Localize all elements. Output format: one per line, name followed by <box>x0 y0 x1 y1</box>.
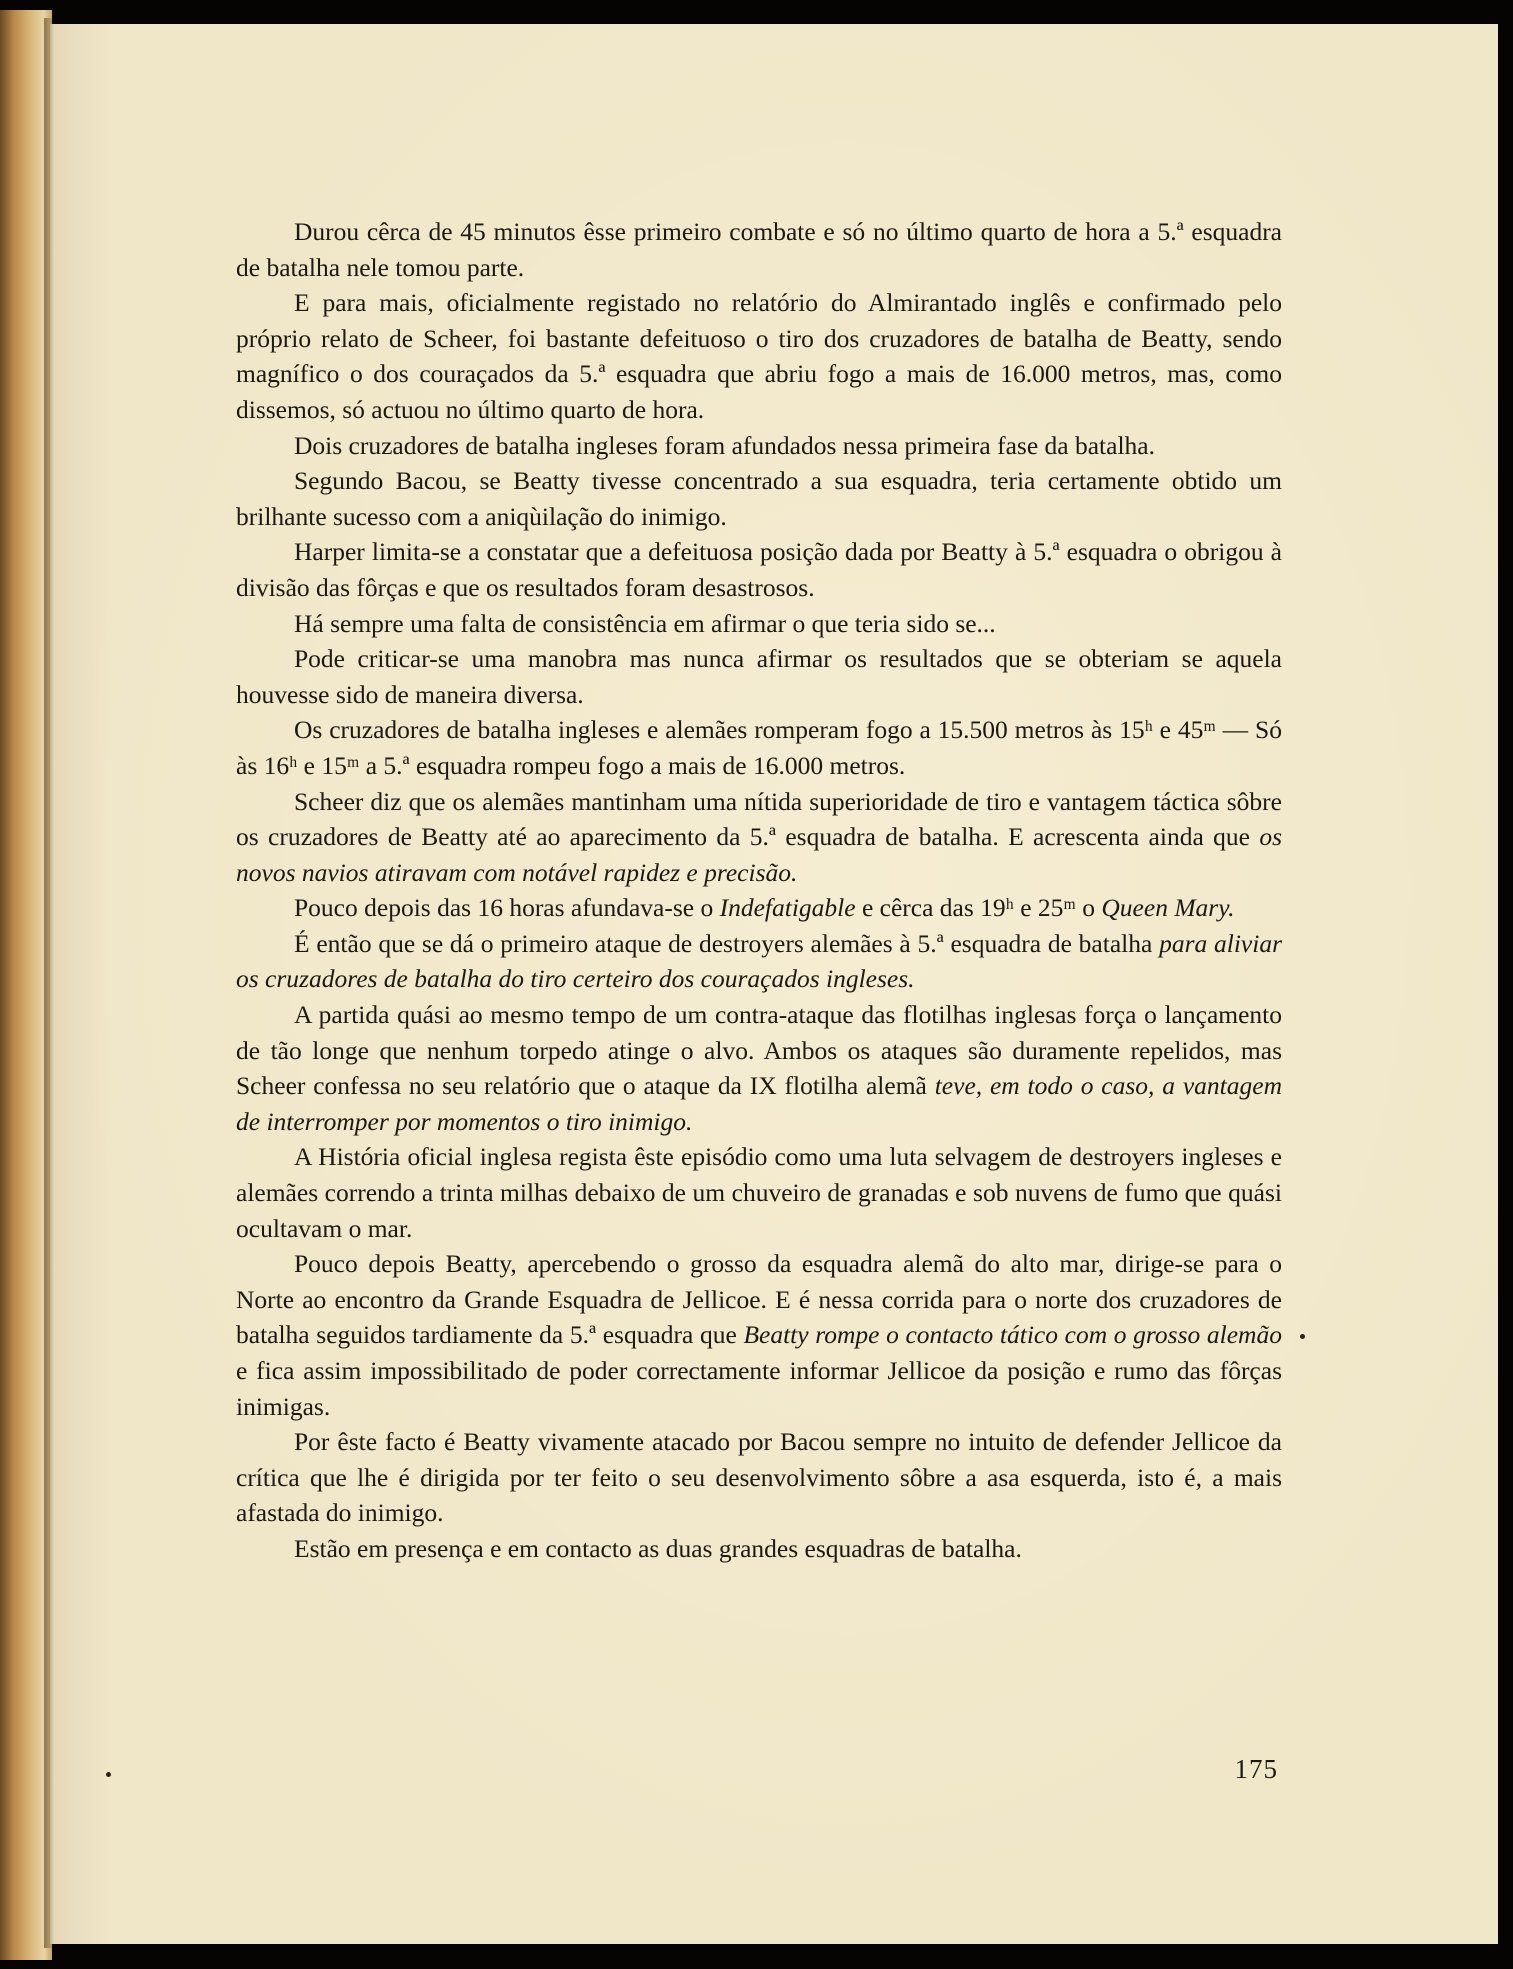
text-run: e cêrca das 19ʰ e 25ᵐ o <box>855 893 1102 923</box>
paragraph <box>236 1424 1282 1531</box>
paragraph <box>236 214 1282 285</box>
italic-text-run: Indefatigable <box>719 893 856 923</box>
text-run: A História oficial inglesa regista êste episódio como uma luta selvagem de destroyers ingleses e alemães correndo a trinta milhas debaixo de um chuveiro de granadas e sob nuvens de fumo que quási ocultavam o mar. <box>236 1142 1282 1243</box>
text-run: Segundo Bacou, se Beatty tivesse concentrado a sua esquadra, teria certamente obtido um brilhante sucesso com a aniqùilação do inimigo. <box>236 466 1282 531</box>
page-number: 175 <box>1234 1754 1278 1784</box>
text-run: e fica assim impossibilitado de poder correctamente informar Jellicoe da posição e rumo das fôrças inimigas. <box>236 1356 1282 1421</box>
text-run: Há sempre uma falta de consistência em afirmar o que teria sido se... <box>294 608 996 638</box>
paragraph <box>236 1139 1282 1246</box>
italic-text-run: teve, em todo o caso, a vantagem de interromper por momentos o tiro inimigo. <box>236 1071 1282 1136</box>
text-run: Durou cêrca de 45 minutos êsse primeiro combate e só no último quarto de hora a 5.ª esquadra de batalha nele tomou parte. <box>236 217 1282 282</box>
text-run: Pode criticar-se uma manobra mas nunca afirmar os resultados que se obteriam se aquela houvesse sido de maneira diversa. <box>236 644 1282 709</box>
text-run: Pouco depois das 16 horas afundava-se o <box>294 893 720 923</box>
ink-speck <box>1300 1334 1305 1339</box>
text-run: Harper limita-se a constatar que a defeituosa posição dada por Beatty à 5.ª esquadra o obrigou à divisão das fôrças e que os resultados foram desastrosos. <box>236 537 1282 602</box>
paragraph <box>236 606 1282 642</box>
text-run: Dois cruzadores de batalha ingleses foram afundados nessa primeira fase da batalha. <box>294 430 1155 460</box>
paragraph <box>236 784 1282 891</box>
italic-text-run: os novos navios atiravam com notável rapidez e precisão. <box>236 822 1282 887</box>
text-run: Estão em presença e em contacto as duas grandes esquadras de batalha. <box>294 1533 1022 1563</box>
paragraph <box>236 463 1282 534</box>
paragraph <box>236 1531 1282 1567</box>
spine-shadow <box>44 18 54 1948</box>
text-run: Scheer diz que os alemães mantinham uma nítida superioridade de tiro e vantagem táctica sôbre os cruzadores de Beatty até ao aparecimento da 5.ª esquadra de batalha. E acrescenta ainda que <box>236 786 1282 852</box>
italic-text-run: Queen Mary. <box>1101 893 1235 923</box>
text-run: Os cruzadores de batalha ingleses e alemães romperam fogo a 15.500 metros às 15ʰ e 45ᵐ — Só às 16ʰ e 15ᵐ a 5.ª esquadra rompeu fogo a mais de 16.000 metros. <box>236 715 1282 780</box>
body-text <box>236 214 1282 1567</box>
italic-text-run: para aliviar os cruzadores de batalha do tiro certeiro dos couraçados ingleses. <box>236 928 1282 994</box>
text-run: Por êste facto é Beatty vivamente atacado por Bacou sempre no intuito de defender Jellicoe da crítica que lhe é dirigida por ter feito o seu desenvolvimento sôbre a asa esquerda, isto é, a mais afastada do inimigo. <box>236 1427 1282 1528</box>
paragraph <box>236 997 1282 1139</box>
paragraph <box>236 1246 1282 1424</box>
text-run: E para mais, oficialmente registado no relatório do Almirantado inglês e confirmado pelo próprio relato de Scheer, foi bastante defeituoso o tiro dos cruzadores de batalha de Beatty, sendo magnífico o dos couraçados da 5.ª esquadra que abriu fogo a mais de 16.000 metros, mas, como dissemos, só actuou no último quarto de hora. <box>236 288 1282 424</box>
paragraph <box>236 285 1282 427</box>
text-run: Pouco depois Beatty, apercebendo o grosso da esquadra alemã do alto mar, dirige-se para o Norte ao encontro da Grande Esquadra de Jellicoe. E é nessa corrida para o norte dos cruzadores de batalha seguidos tardiamente da 5.ª esquadra que <box>236 1249 1282 1350</box>
paragraph <box>236 926 1282 997</box>
paragraph <box>236 428 1282 464</box>
ink-speck <box>106 1772 111 1777</box>
text-run: É então que se dá o primeiro ataque de destroyers alemães à 5.ª esquadra de batalha <box>294 928 1160 958</box>
paragraph <box>236 890 1282 926</box>
paragraph <box>236 712 1282 783</box>
text-run: A partida quási ao mesmo tempo de um contra-ataque das flotilhas inglesas força o lançamento de tão longe que nenhum torpedo atinge o alvo. Ambos os ataques são duramente repelidos, mas Scheer confessa no seu relatório que o ataque da IX flotilha alemã <box>236 1000 1282 1101</box>
italic-text-run: Beatty rompe o contacto tático com o grosso alemão <box>743 1320 1282 1350</box>
paragraph <box>236 641 1282 712</box>
paragraph <box>236 534 1282 605</box>
